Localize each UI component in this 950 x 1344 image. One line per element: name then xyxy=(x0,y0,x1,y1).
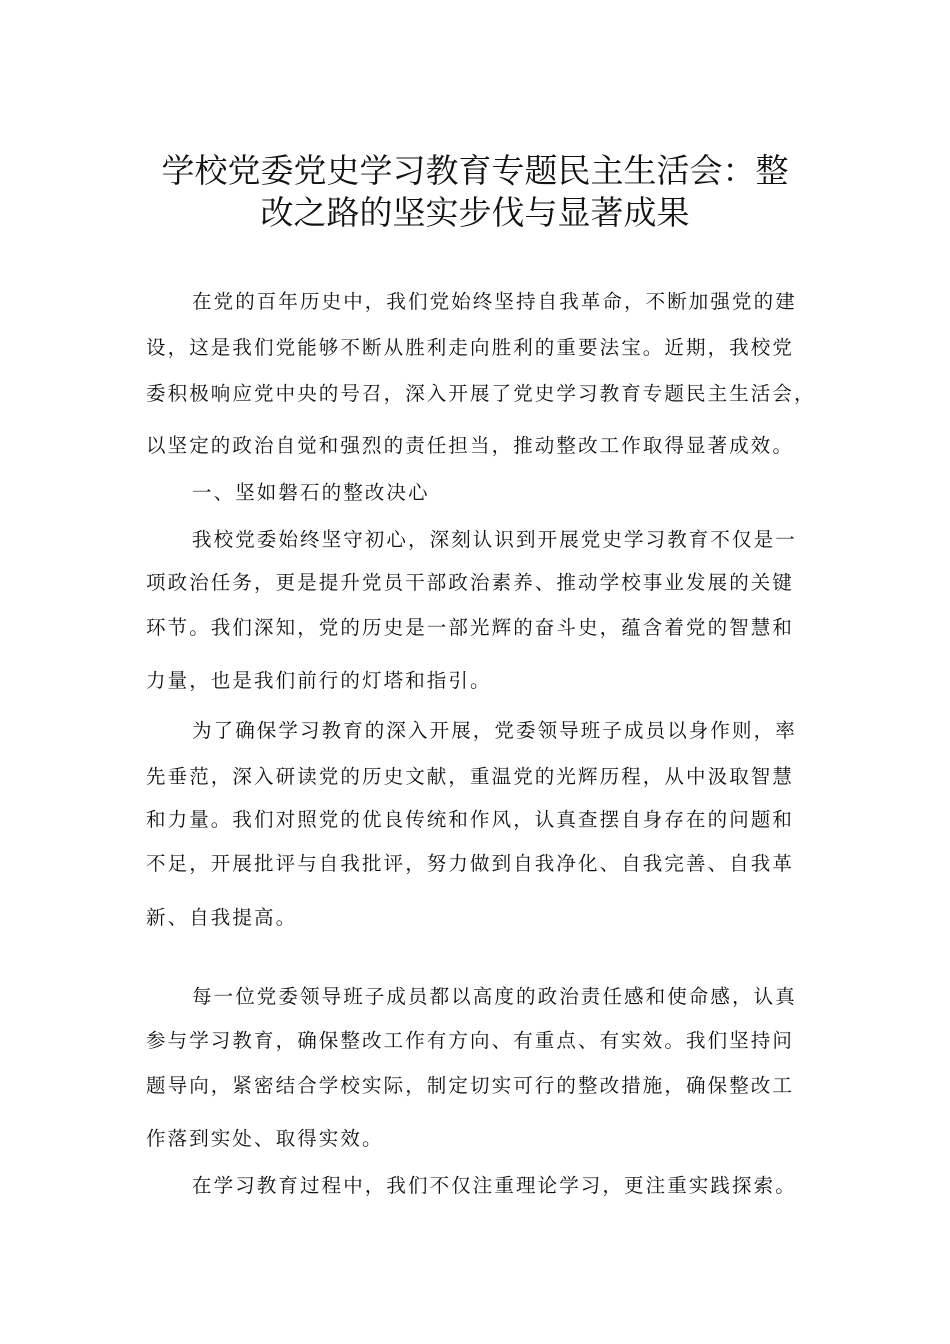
body-line: 设，这是我们党能够不断从胜利走向胜利的重要法宝。近期，我校党 xyxy=(146,336,795,359)
body-line: 和力量。我们对照党的优良传统和作风，认真查摆自身存在的问题和 xyxy=(146,808,795,831)
body-line: 为了确保学习教育的深入开展，党委领导班子成员以身作则，率 xyxy=(192,719,797,742)
body-line: 以坚定的政治自觉和强烈的责任担当，推动整改工作取得显著成效。 xyxy=(146,434,795,457)
body-line: 题导向，紧密结合学校实际，制定切实可行的整改措施，确保整改工 xyxy=(146,1074,795,1097)
body-line: 委积极响应党中央的号召，深入开展了党史学习教育专题民主生活会， xyxy=(146,382,816,405)
body-line: 我校党委始终坚守初心，深刻认识到开展党史学习教育不仅是一 xyxy=(192,528,797,551)
body-line: 作落到实处、取得实效。 xyxy=(146,1127,384,1150)
body-line: 环节。我们深知，党的历史是一部光辉的奋斗史，蕴含着党的智慧和 xyxy=(146,616,795,639)
document-title xyxy=(100,150,850,234)
body-line: 先垂范，深入研读党的历史文献，重温党的光辉历程，从中汲取智慧 xyxy=(146,765,795,788)
body-line: 在学习教育过程中，我们不仅注重理论学习，更注重实践探索。 xyxy=(192,1174,797,1197)
body-line: 在党的百年历史中，我们党始终坚持自我革命，不断加强党的建 xyxy=(192,290,797,313)
section-heading: 一、坚如磐石的整改决心 xyxy=(192,481,430,504)
title-line-1: 学校党委党史学习教育专题民主生活会：整 xyxy=(161,151,789,190)
body-line: 新、自我提高。 xyxy=(146,906,298,929)
body-line: 参与学习教育，确保整改工作有方向、有重点、有实效。我们坚持问 xyxy=(146,1029,795,1052)
title-line-2: 改之路的坚实步伐与显著成果 xyxy=(260,193,690,232)
body-line: 每一位党委领导班子成员都以高度的政治责任感和使命感，认真 xyxy=(192,985,797,1008)
body-line: 项政治任务，更是提升党员干部政治素养、推动学校事业发展的关键 xyxy=(146,571,795,594)
body-line: 力量，也是我们前行的灯塔和指引。 xyxy=(146,669,492,692)
body-line: 不足，开展批评与自我批评，努力做到自我净化、自我完善、自我革 xyxy=(146,852,795,875)
